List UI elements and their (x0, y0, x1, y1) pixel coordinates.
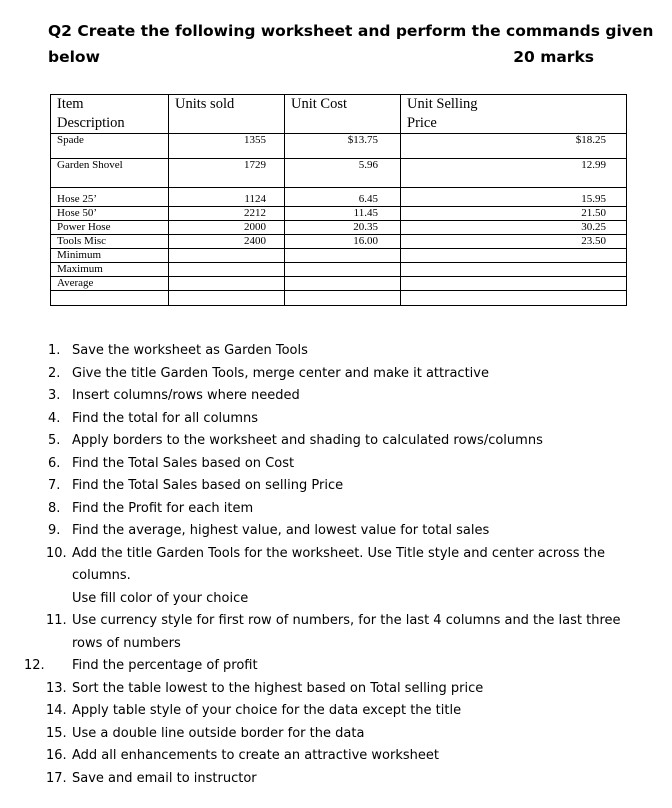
table-row (51, 235, 627, 249)
header-unit-selling-price: Unit Selling Price (401, 95, 627, 134)
cell-price (401, 277, 627, 291)
list-item: 9. Find the average, highest value, and lowest value for total sales (48, 523, 490, 538)
table-row (51, 207, 627, 221)
cell-item: Hose 25’ (51, 188, 169, 207)
list-item: 10. Add the title Garden Tools for the worksheet. Use Title style and center across the (46, 545, 605, 561)
cell-item: Power Hose (51, 221, 169, 235)
cell-units (169, 277, 285, 291)
cell-item: Maximum (51, 263, 169, 277)
cell-empty (51, 291, 169, 306)
table-row (51, 188, 627, 207)
list-item: 3. Insert columns/rows where needed (48, 388, 300, 403)
cell-cost: 16.00 (285, 235, 401, 249)
cell-empty (285, 291, 401, 306)
question-title-line-2: below (48, 48, 100, 66)
cell-cost (285, 277, 401, 291)
cell-cost (285, 249, 401, 263)
table-header-row (51, 95, 627, 134)
cell-empty (401, 291, 627, 306)
cell-units (169, 249, 285, 263)
cell-price: 12.99 (401, 159, 627, 188)
list-item: rows of numbers (72, 635, 181, 651)
list-item: 14. Apply table style of your choice for the data except the title (46, 703, 462, 718)
list-item: Use fill color of your choice (72, 590, 249, 606)
cell-units: 2000 (169, 221, 285, 235)
cell-price (401, 249, 627, 263)
marks-label: 20 marks (513, 48, 594, 66)
list-item: 6. Find the Total Sales based on Cost (48, 455, 295, 471)
cell-cost: 11.45 (285, 207, 401, 221)
cell-empty (169, 291, 285, 306)
table-row-empty (51, 291, 627, 306)
cell-units: 1355 (169, 134, 285, 159)
header-units-sold: Units sold (169, 95, 285, 134)
table-row (51, 263, 627, 277)
list-item: 7. Find the Total Sales based on selling Price (48, 478, 344, 493)
cell-price: 21.50 (401, 207, 627, 221)
cell-cost: $13.75 (285, 134, 401, 159)
list-item: columns. (72, 568, 131, 583)
list-item: 17. Save and email to instructor (46, 770, 257, 786)
cell-item: Spade (51, 134, 169, 159)
cell-item: Minimum (51, 249, 169, 263)
cell-cost (285, 263, 401, 277)
list-item: 15. Use a double line outside border for the data (46, 725, 365, 741)
question-title-line-1: Q2 Create the following worksheet and perform the commands given (48, 22, 654, 40)
cell-item: Average (51, 277, 169, 291)
table-row (51, 159, 627, 188)
list-item: 5. Apply borders to the worksheet and shading to calculated rows/columns (48, 433, 543, 448)
cell-cost: 6.45 (285, 188, 401, 207)
cell-price: 23.50 (401, 235, 627, 249)
table-row (51, 221, 627, 235)
header-unit-cost: Unit Cost (285, 95, 401, 134)
cell-item: Garden Shovel (51, 159, 169, 188)
cell-units: 1729 (169, 159, 285, 188)
list-item: 2. Give the title Garden Tools, merge center and make it attractive (48, 365, 489, 381)
cell-cost: 5.96 (285, 159, 401, 188)
list-item: 11. Use currency style for first row of numbers, for the last 4 columns and the last three (46, 613, 621, 628)
list-item: 16. Add all enhancements to create an attractive worksheet (46, 748, 439, 763)
list-item: 8. Find the Profit for each item (48, 500, 254, 516)
cell-price: $18.25 (401, 134, 627, 159)
command-list (24, 340, 632, 790)
cell-price (401, 263, 627, 277)
cell-item: Hose 50’ (51, 207, 169, 221)
table-row (51, 277, 627, 291)
worksheet-table (50, 94, 627, 306)
list-item: 1. Save the worksheet as Garden Tools (48, 343, 308, 358)
cell-units (169, 263, 285, 277)
cell-price: 15.95 (401, 188, 627, 207)
list-item: 4. Find the total for all columns (48, 410, 259, 426)
header-item-description: Item Description (51, 95, 169, 134)
cell-cost: 20.35 (285, 221, 401, 235)
table-row (51, 249, 627, 263)
cell-units: 2212 (169, 207, 285, 221)
list-item: 13. Sort the table lowest to the highest based on Total selling price (46, 680, 484, 696)
table-row (51, 134, 627, 159)
cell-price: 30.25 (401, 221, 627, 235)
list-item: 12. Find the percentage of profit (24, 658, 258, 673)
cell-units: 2400 (169, 235, 285, 249)
cell-units: 1124 (169, 188, 285, 207)
cell-item: Tools Misc (51, 235, 169, 249)
